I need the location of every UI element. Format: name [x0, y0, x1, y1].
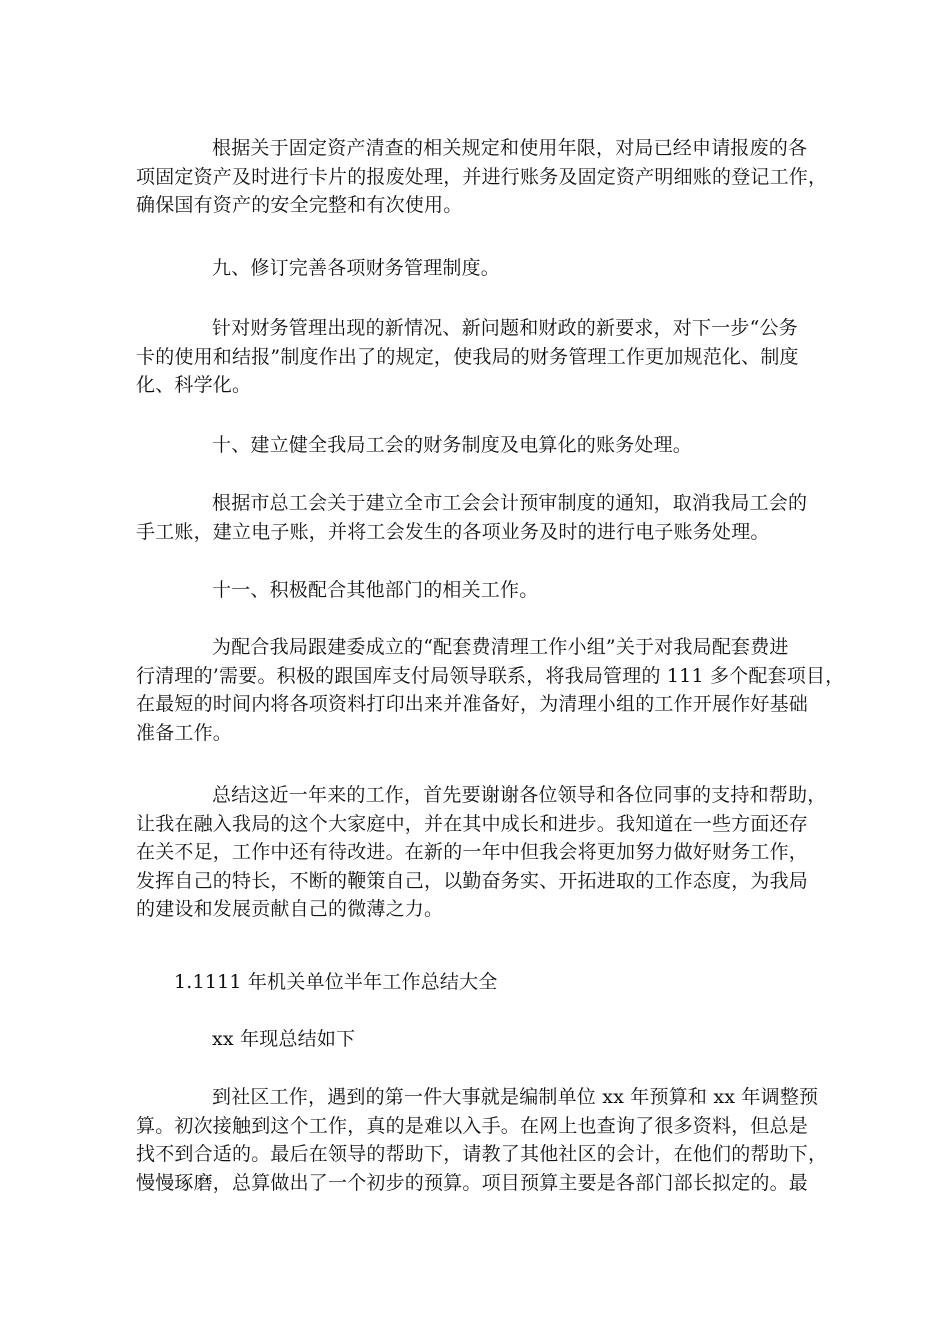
text-line: 在最短的时间内将各项资料打印出来并准备好，为清理小组的工作开展作好基础 — [136, 693, 809, 715]
body-paragraph — [136, 781, 826, 924]
text-line: 手工账，建立电子账，并将工会发生的各项业务及时的进行电子账务处理。 — [136, 520, 770, 543]
text-line: 行清理的’需要。积极的跟国库支付局领导联系，将我局管理的 111 多个配套项目， — [136, 664, 845, 687]
body-paragraph — [136, 134, 826, 220]
text-line: 找不到合适的。最后在领导的帮助下，请教了其他社区的会计，在他们的帮助下， — [136, 1143, 828, 1165]
text-line: 九、修订完善各项财务管理制度。 — [212, 257, 501, 279]
text-line: 针对财务管理出现的新情况、新问题和财政的新要求，对下一步“公务 — [212, 317, 798, 339]
text-line: 十、建立健全我局工会的财务制度及电算化的账务处理。 — [212, 434, 693, 456]
text-line: 的建设和发展贡献自己的微薄之力。 — [136, 898, 444, 920]
text-line: 到社区工作，遇到的第一件大事就是编制单位 xx 年预算和 xx 年调整预 — [212, 1086, 819, 1108]
text-line: 化、科学化。 — [136, 374, 252, 396]
text-line: xx 年现总结如下 — [212, 1028, 356, 1050]
text-line: 根据关于固定资产清查的相关规定和使用年限，对局已经申请报废的各 — [212, 137, 808, 159]
section-heading — [136, 254, 826, 283]
text-line: 项固定资产及时进行卡片的报废处理，并进行账务及固定资产明细账的登记工作， — [136, 165, 828, 188]
article-title — [136, 968, 826, 997]
text-line: 总结这近一年来的工作，首先要谢谢各位领导和各位同事的支持和帮助， — [212, 784, 827, 806]
text-line: 为配合我局跟建委成立的“配套费清理工作小组”关于对我局配套费进 — [212, 636, 789, 658]
section-heading — [136, 431, 826, 460]
text-line: 发挥自己的特长，不断的鞭策自己，以勤奋务实、开拓进取的工作态度，为我局 — [136, 869, 809, 892]
text-line: 在关不足，工作中还有待改进。在新的一年中但我会将更加努力做好财务工作， — [136, 841, 809, 863]
body-paragraph — [136, 1083, 826, 1197]
section-heading — [136, 576, 826, 605]
text-line: 十一、积极配合其他部门的相关工作。 — [212, 579, 539, 601]
body-paragraph — [136, 633, 845, 747]
text-line: 慢慢琢磨，总算做出了一个初步的预算。项目预算主要是各部门部长拟定的。最 — [136, 1171, 809, 1194]
body-paragraph — [136, 1025, 826, 1054]
text-line: 1.1111 年机关单位半年工作总结大全 — [174, 971, 498, 993]
text-line: 确保国有资产的安全完整和有次使用。 — [136, 194, 463, 216]
text-line: 准备工作。 — [136, 721, 233, 744]
text-line: 卡的使用和结报”制度作出了的规定，使我局的财务管理工作更加规范化、制度 — [136, 345, 799, 368]
text-line: 算。初次接触到这个工作，真的是难以入手。在网上也查询了很多资料，但总是 — [136, 1114, 809, 1137]
body-paragraph — [136, 489, 826, 546]
text-line: 让我在融入我局的这个大家庭中，并在其中成长和进步。我知道在一些方面还存 — [136, 812, 809, 835]
body-paragraph — [136, 314, 826, 400]
text-line: 根据市总工会关于建立全市工会会计预审制度的通知，取消我局工会的 — [212, 492, 808, 514]
